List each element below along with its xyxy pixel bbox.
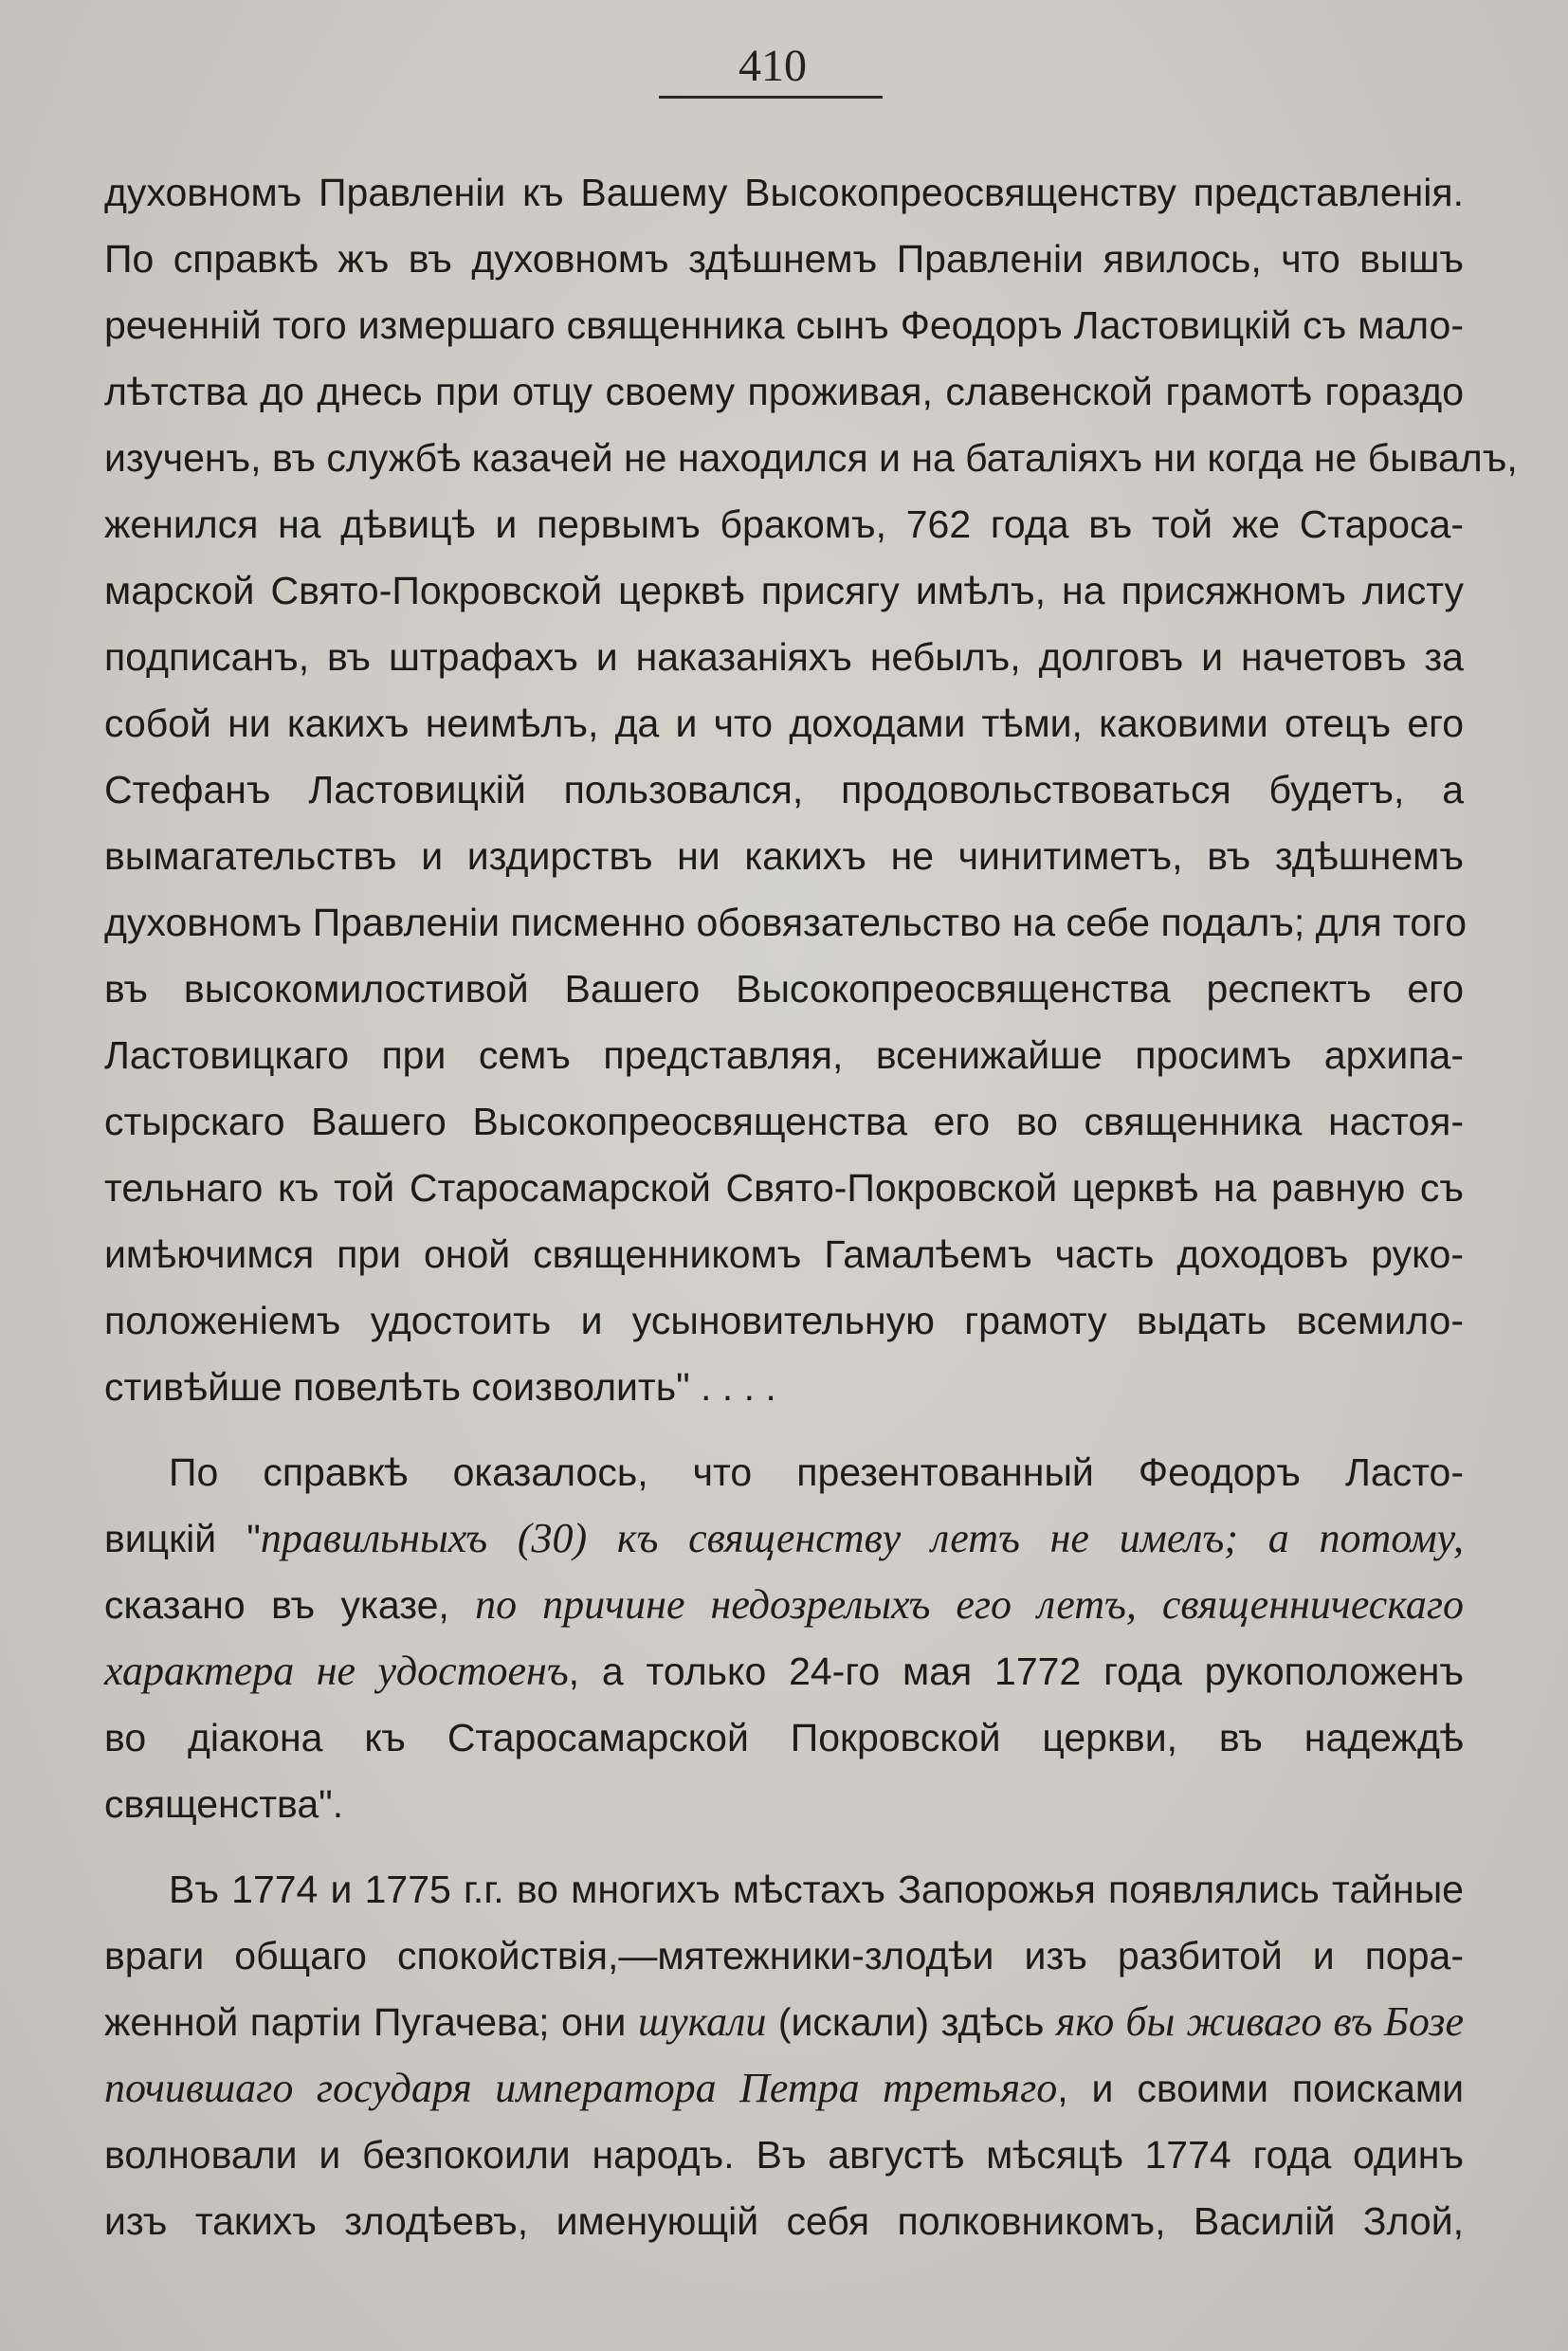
text-line: волновали и безпокоили народъ. Въ августѣ мѣсяцѣ 1774 года одинъ xyxy=(104,2133,1464,2177)
text-line: собой ни какихъ неимѣлъ, да и что доходами тѣми, каковими отецъ его xyxy=(104,702,1464,745)
text-line: характера не удостоенъ, а только 24-го мая 1772 года рукоположенъ xyxy=(104,1648,1464,1694)
text-line: враги общаго спокойствія,—мятежники-злодѣи изъ разбитой и пора- xyxy=(104,1934,1464,1977)
text-line: вымагательствъ и издирствъ ни какихъ не чинитиметъ, въ здѣшнемъ xyxy=(104,834,1464,878)
text-line: въ высокомилостивой Вашего Высокопреосвященства респектъ его xyxy=(104,967,1464,1011)
text-line: имѣючимся при оной священникомъ Гамалѣемъ часть доходовъ руко- xyxy=(104,1232,1464,1276)
page-number: 410 xyxy=(738,41,807,91)
text-line: положеніемъ удостоить и усыновительную грамоту выдать всемило- xyxy=(104,1299,1464,1342)
text-line: духовномъ Правленіи писменно обовязательство на себе подалъ; для того xyxy=(104,901,1468,944)
text-line: стивѣйше повелѣть соизволить" . . . . xyxy=(104,1365,776,1409)
text-line: Въ 1774 и 1775 г.г. во многихъ мѣстахъ Запорожья появлялись тайные xyxy=(169,1868,1464,1911)
text-line: По справкѣ жъ въ духовномъ здѣшнемъ Правленіи явилось, что вышъ xyxy=(104,237,1464,281)
header-rule xyxy=(659,96,883,99)
text-line: женился на дѣвицѣ и первымъ бракомъ, 762 года въ той же Староса- xyxy=(104,502,1464,546)
text-line: почившаго государя императора Петра третьяго, и своими поисками xyxy=(104,2065,1464,2111)
text-line: Ластовицкаго при семъ представляя, всенижайше просимъ архипа- xyxy=(104,1033,1464,1077)
text-line: лѣтства до днесь при отцу своему проживая, славенской грамотѣ гораздо xyxy=(104,370,1464,413)
text-line: реченній того измершаго священника сынъ Феодоръ Ластовицкій съ мало- xyxy=(104,303,1464,347)
text-line: изученъ, въ службѣ казачей не находился и на баталіяхъ ни когда не бывалъ, xyxy=(104,436,1518,480)
text-line: стырскаго Вашего Высокопреосвященства его во священника настоя- xyxy=(104,1100,1464,1143)
text-line: тельнаго къ той Старосамарской Свято-Покровской церквѣ на равную съ xyxy=(104,1166,1464,1210)
text-line: Стефанъ Ластовицкій пользовался, продовольствоваться будетъ, а xyxy=(104,768,1464,811)
text-line: сказано въ указе, по причине недозрелыхъ его летъ, священническаго xyxy=(104,1581,1464,1628)
text-line: женной партіи Пугачева; они шукали (искали) здѣсь яко бы живаго въ Бозе xyxy=(104,1998,1464,2045)
text-line: изъ такихъ злодѣевъ, именующій себя полковникомъ, Василій Злой, xyxy=(104,2199,1464,2243)
text-line: духовномъ Правленіи къ Вашему Высокопреосвященству представленія. xyxy=(104,171,1464,214)
text-line: марской Свято-Покровской церквѣ присягу имѣлъ, на присяжномъ листу xyxy=(104,569,1464,612)
text-line: вицкій "правильныхъ (30) къ священству летъ не имелъ; а потому, xyxy=(104,1515,1464,1561)
text-line: По справкѣ оказалось, что презентованный Феодоръ Ласто- xyxy=(169,1450,1464,1494)
text-line: подписанъ, въ штрафахъ и наказаніяхъ небылъ, долговъ и начетовъ за xyxy=(104,635,1464,679)
text-line: во діакона къ Старосамарской Покровской церкви, въ надеждѣ xyxy=(104,1716,1464,1759)
text-line: священства". xyxy=(104,1782,344,1826)
